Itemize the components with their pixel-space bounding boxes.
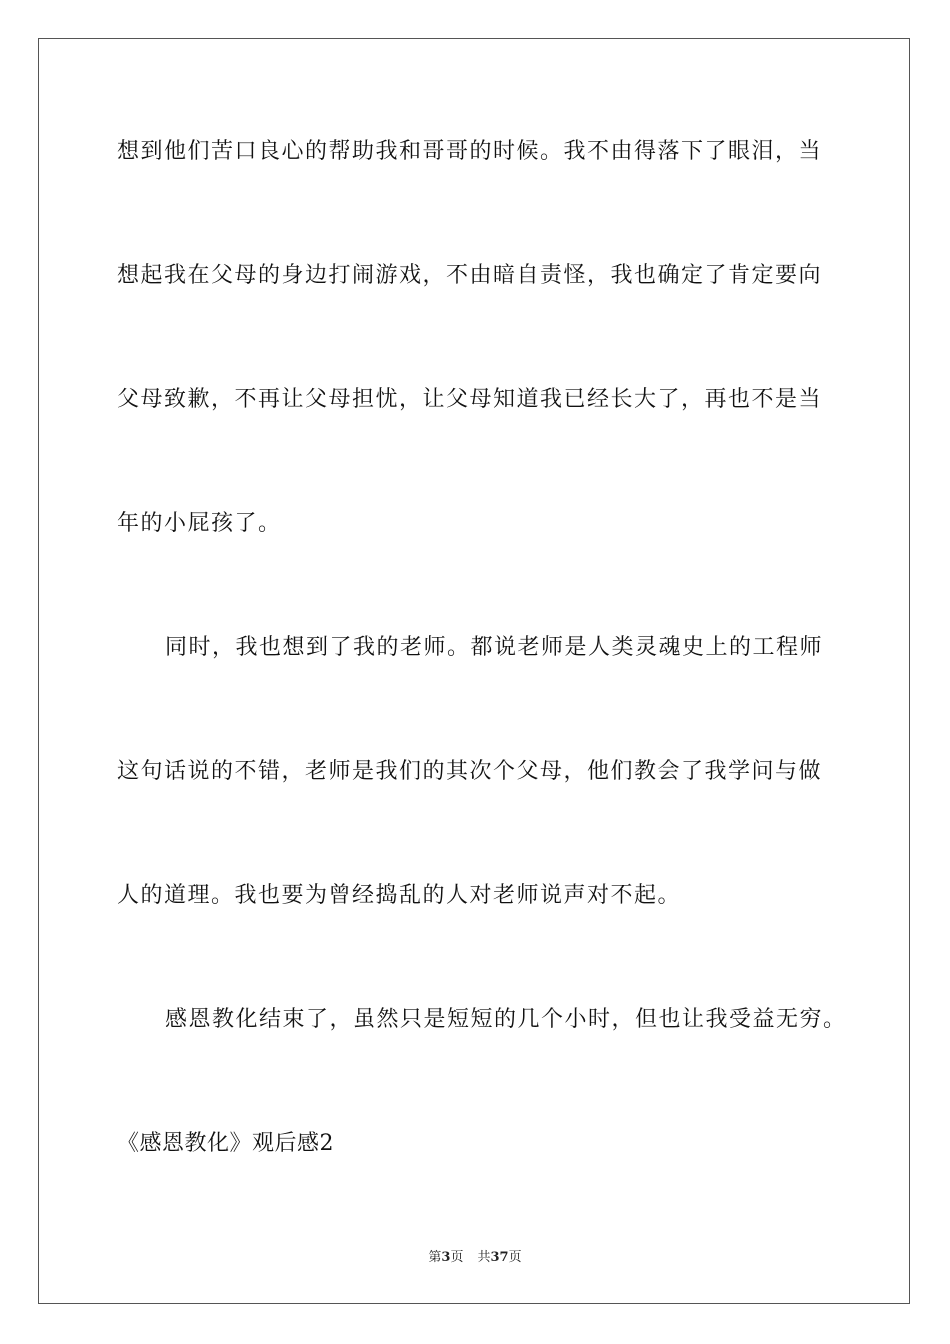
paragraph-line-8: 感恩教化结束了，虽然只是短短的几个小时，但也让我受益无穷。	[165, 1007, 847, 1032]
section-heading: 《感恩教化》观后感2	[117, 1131, 334, 1156]
paragraph-line-3: 父母致歉，不再让父母担忧，让父母知道我已经长大了，再也不是当	[117, 387, 823, 412]
footer-total-pages: 37	[490, 1250, 509, 1265]
footer-page-prefix: 第	[428, 1250, 442, 1265]
paragraph-line-2: 想起我在父母的身边打闹游戏，不由暗自责怪，我也确定了肯定要向	[117, 263, 823, 288]
paragraph-line-7: 人的道理。我也要为曾经捣乱的人对老师说声对不起。	[117, 883, 682, 908]
page-border	[38, 38, 910, 1304]
paragraph-line-5: 同时，我也想到了我的老师。都说老师是人类灵魂史上的工程师	[165, 635, 824, 660]
paragraph-line-6: 这句话说的不错，老师是我们的其次个父母，他们教会了我学问与做	[117, 759, 823, 784]
footer-total-suffix: 页	[508, 1250, 522, 1265]
footer-total-prefix: 共	[477, 1250, 491, 1265]
page-footer	[0, 1246, 950, 1265]
footer-page-suffix: 页	[450, 1250, 464, 1265]
paragraph-line-4: 年的小屁孩了。	[117, 511, 282, 536]
paragraph-line-1: 想到他们苦口良心的帮助我和哥哥的时候。我不由得落下了眼泪，当	[117, 139, 823, 164]
footer-page-number: 3	[441, 1250, 451, 1265]
